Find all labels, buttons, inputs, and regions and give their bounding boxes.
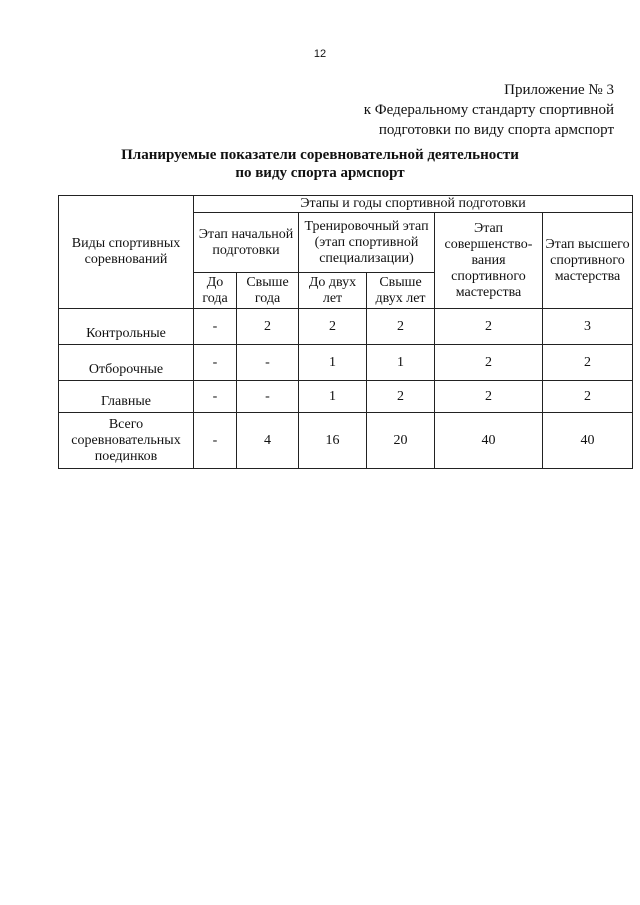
header-stages: Этапы и годы спортивной подготовки — [194, 196, 633, 213]
table-cell: 4 — [237, 413, 299, 469]
row-label: Отборочные — [59, 345, 194, 381]
table-cell: - — [194, 413, 237, 469]
appendix-block — [364, 80, 614, 140]
table-cell: 2 — [435, 381, 543, 413]
table-cell: 2 — [543, 345, 633, 381]
table-cell: 2 — [237, 309, 299, 345]
table-row — [59, 381, 633, 413]
table-cell: 2 — [367, 381, 435, 413]
row-label: Контрольные — [59, 309, 194, 345]
competition-table — [58, 195, 633, 469]
table-cell: 2 — [367, 309, 435, 345]
table-cell: - — [237, 345, 299, 381]
table-cell: - — [194, 381, 237, 413]
row-label: Всего соревновательных поединков — [59, 413, 194, 469]
table-cell: 1 — [299, 381, 367, 413]
appendix-line-3: подготовки по виду спорта армспорт — [378, 122, 614, 138]
table-cell: 2 — [435, 309, 543, 345]
header-sub-training-2: Свыше двух лет — [367, 273, 435, 309]
table-cell: 16 — [299, 413, 367, 469]
table-cell: - — [194, 309, 237, 345]
table-cell: 2 — [543, 381, 633, 413]
header-stage-improvement: Этап совершенство-вания спортивного мастерства — [435, 213, 543, 309]
table-header-row — [59, 196, 633, 213]
table-cell: 40 — [435, 413, 543, 469]
table-row — [59, 413, 633, 469]
page-number: 12 — [313, 48, 327, 60]
header-competition-type: Виды спортивных соревнований — [59, 196, 194, 309]
appendix-line-1: Приложение № 3 — [504, 82, 614, 98]
table-row — [59, 309, 633, 345]
table-cell: 3 — [543, 309, 633, 345]
table-cell: 1 — [367, 345, 435, 381]
row-label: Главные — [59, 381, 194, 413]
header-stage-higher: Этап высшего спортивного мастерства — [543, 213, 633, 309]
table-cell: 40 — [543, 413, 633, 469]
table-cell: - — [237, 381, 299, 413]
table-row — [59, 345, 633, 381]
table-cell: 1 — [299, 345, 367, 381]
appendix-line-2: к Федеральному стандарту спортивной — [363, 102, 614, 118]
header-sub-initial-1: До года — [194, 273, 237, 309]
header-stage-training: Тренировочный этап (этап спортивной специализации) — [299, 213, 435, 273]
document-heading — [0, 146, 640, 182]
table-cell: - — [194, 345, 237, 381]
header-sub-initial-2: Свыше года — [237, 273, 299, 309]
table-cell: 2 — [435, 345, 543, 381]
heading-line-2: по виду спорта армспорт — [235, 165, 405, 181]
header-stage-initial: Этап начальной подготовки — [194, 213, 299, 273]
table-cell: 2 — [299, 309, 367, 345]
header-sub-training-1: До двух лет — [299, 273, 367, 309]
table-cell: 20 — [367, 413, 435, 469]
heading-line-1: Планируемые показатели соревновательной деятельности — [121, 147, 519, 163]
